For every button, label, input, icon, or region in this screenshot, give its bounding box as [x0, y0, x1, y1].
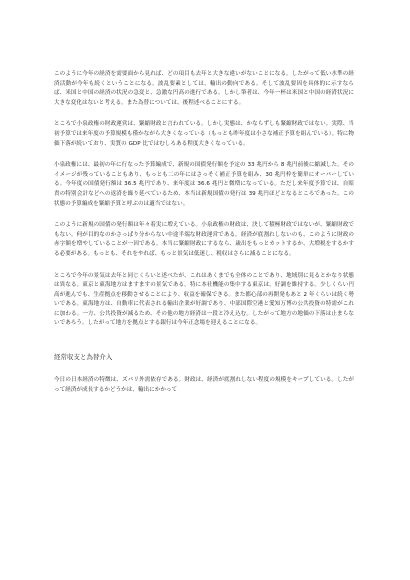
paragraph-fiscal-policy: ところで小泉政権の財政運営は、緊縮財政と言われている。しかし実態は、かならずしも緊縮財政ではない。実際、当初予算では来年度の予算規模も僅かながら大きくなっている（もっとも昨年度は小さな補正予算を組んでいる）。特に物価下落が続いており、実質の GDP 比ではむしろある程度大きくなっている。	[54, 121, 354, 147]
document-body	[54, 70, 354, 407]
paragraph-regional-economy: ところで今年の景気は去年と同じくらいと述べたが、これはあくまでも全体のことであり、地域別に見るとかなり状態は異なる。東京と東海地方はますますの景気である。特に本社機能の集中する東京は、好調を維持する。少しくらい円高が進んでも、生産拠点を移動させることにより、収益を確保できる。また都心部の再開発もあと 2 年くらいは続く勢いである。東海地方は、自動車に代表される輸出企業が好調であり、中部国際空港と愛知万博の公共投資の特需がこれに加わる。一方、公共投資が減るため、その他の地方経済は一段と冷え込む。したがって地方の地価の下落は止まらないであろう。したがって地方を拠点とする銀行は今年正念場を迎えることになる。	[54, 272, 354, 327]
paragraph-external-demand: 今日の日本経済の特徴は、ズバリ外需依存である。財政は、経済が底割れしない程度の規模をキープしている。したがって経済が成長するかどうかは、輸出にかかって	[54, 377, 354, 393]
paragraph-demand-overview: このように今年の経済を需要面から見れば、どの項目も去年と大きな違いがないことになる。したがって低い水準の経済活動が今年も続くということになる。波乱要素としては、輸出の動向である。そして波乱要因を具体的に示すならば、米国と中国の経済の状況の急変と、急激な円高の進行である。しかし筆者は、今年一杯は米国と中国の経済状況に大きな変化はないと考える。また為替については、後程述べることにする。	[54, 71, 354, 106]
paragraph-bond-issuance: 小泉政権には、最初の年に行なった予算編成で、新規の国債発行額を予定の 33 兆円から 8 兆円前後に縮減した。そのイメージが残っていることもあり、もっとも二の年にはさっそく補正予算を組み、30 兆円枠を簡単にオーバーしている。今年度の国債発行額は 36.5 兆円であり、来年度は 36.6 兆円と微増になっている。ただし来年度予算では、自賠責の特別会計などへの返済を繰り延べているため、本当は新規国債の発行は 39 兆円ほどとなるところであった。この状態の予算編成を緊縮予算と呼ぶのは適当ではない。	[54, 162, 354, 207]
section-heading: 経常収支と為替介入	[54, 353, 113, 362]
paragraph-fiscal-assessment: このように新規の国債の発行額は年々着実に増えている。小泉政権の財政は、決して積極財政ではないが、緊縮財政でもない。何が目的なのかさっぱり分からない中途半端な財政運営である。経済が底割れしないのも、このように財政の赤字額を増やしていることが一因である。本当に緊縮財政にするなら、歳出をもっとカットするか、大増税をするかする必要がある。もっとも、それをやれば、もっと景気は低迷し、税収はさらに減ることになる。	[54, 222, 354, 257]
